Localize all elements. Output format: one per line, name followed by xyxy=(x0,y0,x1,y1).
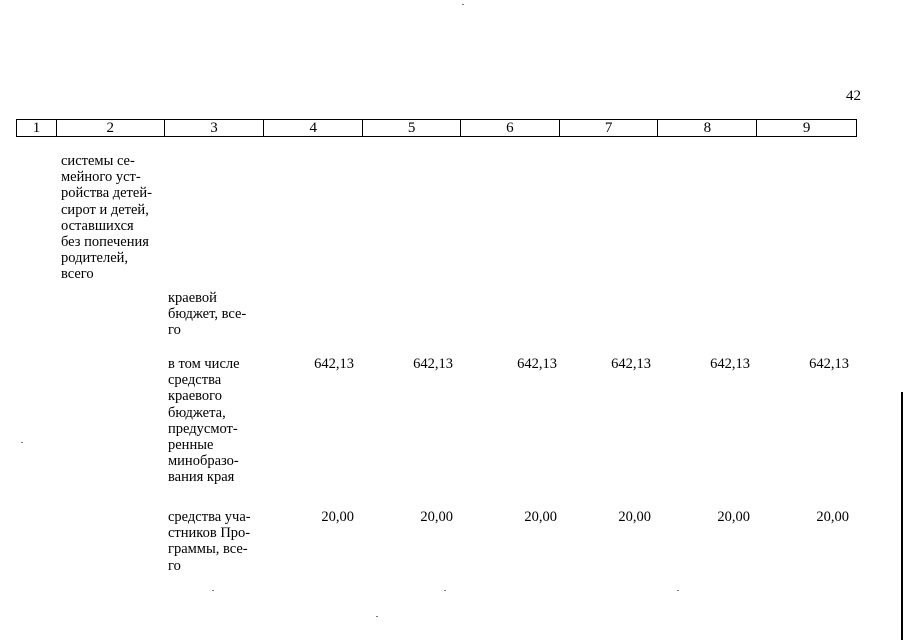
row-label-line: бюджета, xyxy=(168,404,226,421)
header-col-6: 6 xyxy=(460,120,559,136)
header-col-7: 7 xyxy=(559,120,658,136)
item-title-line: всего xyxy=(61,266,94,283)
item-title-line: оставшихся xyxy=(61,217,134,234)
row-label-line: го xyxy=(168,322,181,339)
scan-speck xyxy=(677,590,679,591)
row-label-line: стников Про- xyxy=(168,525,251,542)
item-title-line: ройства детей- xyxy=(61,185,152,202)
header-col-9: 9 xyxy=(756,120,856,136)
row-label-regional-budget xyxy=(168,290,256,339)
scan-edge-line xyxy=(901,392,903,640)
value-cell: 642,13 xyxy=(611,356,651,372)
row-label-participants-funds xyxy=(168,509,256,574)
table-header-row xyxy=(16,119,857,137)
item-title-line: без попечения xyxy=(61,234,149,251)
item-title-line: сирот и детей, xyxy=(61,201,149,218)
row-label-line: бюджет, все- xyxy=(168,306,247,323)
value-cell: 20,00 xyxy=(717,509,750,525)
scan-speck xyxy=(462,4,464,5)
value-cell: 20,00 xyxy=(420,509,453,525)
header-col-5: 5 xyxy=(362,120,460,136)
item-title-line: родителей, xyxy=(61,250,129,267)
page-number: 42 xyxy=(846,88,861,104)
row-label-line: вания края xyxy=(168,469,235,486)
value-cell: 642,13 xyxy=(314,356,354,372)
header-col-3: 3 xyxy=(164,120,264,136)
row-label-line: минобразо- xyxy=(168,453,239,470)
value-cell: 642,13 xyxy=(809,356,849,372)
row-label-line: средства xyxy=(168,372,222,389)
header-col-8: 8 xyxy=(657,120,756,136)
item-title-line: мейного уст- xyxy=(61,169,141,186)
row-label-line: краевой xyxy=(168,290,217,306)
item-title-line: системы се- xyxy=(61,153,135,169)
row-label-line: краевого xyxy=(168,388,222,405)
value-cell: 642,13 xyxy=(710,356,750,372)
value-cell: 642,13 xyxy=(517,356,557,372)
header-col-1: 1 xyxy=(32,120,41,136)
value-cell: 20,00 xyxy=(321,509,354,525)
value-cell: 20,00 xyxy=(524,509,557,525)
header-col-4: 4 xyxy=(263,120,362,136)
row-label-line: граммы, все- xyxy=(168,541,248,558)
row-label-line: ренные xyxy=(168,437,214,454)
header-col-2: 2 xyxy=(56,120,164,136)
scan-speck xyxy=(21,442,23,443)
value-cell: 642,13 xyxy=(413,356,453,372)
row-label-ministry-funds xyxy=(168,356,256,486)
value-cell: 20,00 xyxy=(618,509,651,525)
row-label-line: в том числе xyxy=(168,356,240,372)
row-label-line: средства уча- xyxy=(168,509,251,525)
scan-speck xyxy=(376,616,378,617)
row-label-line: го xyxy=(168,557,181,574)
scan-speck xyxy=(444,590,446,591)
scan-speck xyxy=(212,590,214,591)
value-cell: 20,00 xyxy=(816,509,849,525)
item-title xyxy=(61,153,157,283)
row-label-line: предусмот- xyxy=(168,420,238,437)
